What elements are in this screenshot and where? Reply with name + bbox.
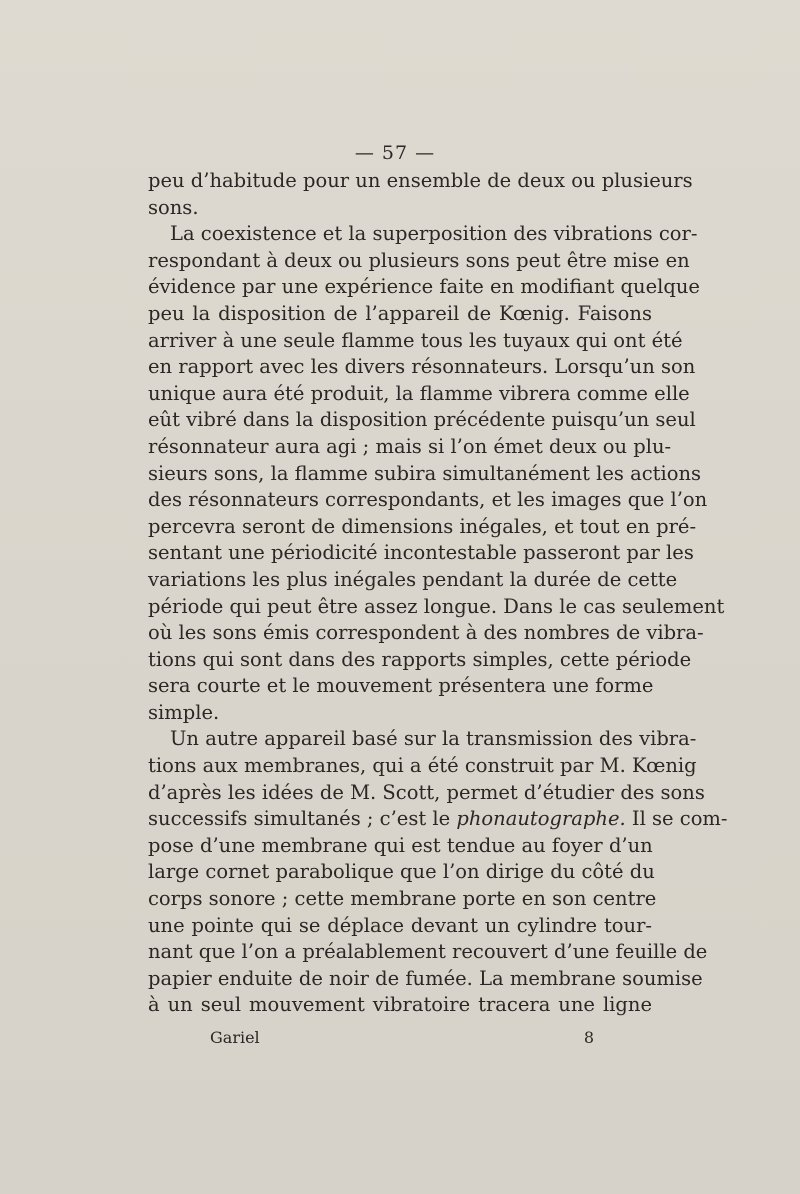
- text-line: d’après les idées de M. Scott, permet d’étudier des sons: [148, 780, 705, 804]
- text-line: évidence par une expérience faite en modifiant quelque: [148, 275, 700, 299]
- text-line: respondant à deux ou plusieurs sons peut être mise en: [148, 248, 690, 272]
- text-line: peu d’habitude pour un ensemble de deux ou plusieurs: [148, 169, 693, 192]
- text-line: large cornet parabolique que l’on dirige du côté du: [148, 860, 655, 884]
- text-line: où les sons émis correspondent à des nombres de vibra-: [148, 621, 704, 645]
- text-line: sieurs sons, la flamme subira simultanément les actions: [148, 461, 702, 485]
- text-line: arriver à une seule flamme tous les tuyaux qui ont été: [148, 328, 683, 352]
- text-line: Un autre appareil basé sur la transmission des vibra-: [170, 727, 697, 751]
- page-footer: [210, 1028, 594, 1047]
- text-line: période qui peut être assez longue. Dans le cas seulement: [148, 594, 725, 618]
- text-line: résonnateur aura agi ; mais si l’on émet deux ou plu-: [148, 434, 672, 458]
- text-segment: Il se com-: [625, 807, 728, 831]
- text-line: pose d’une membrane qui est tendue au foyer d’un: [148, 833, 653, 857]
- text-line: unique aura été produit, la flamme vibrera comme elle: [148, 381, 690, 405]
- footer-signature-mark: 8: [583, 1028, 594, 1047]
- text-line: percevra seront de dimensions inégales, et tout en pré-: [148, 514, 697, 538]
- text-line: simple.: [148, 700, 220, 724]
- text-line: variations les plus inégales pendant la durée de cette: [148, 567, 678, 591]
- body-text: [148, 168, 728, 1019]
- text-line: des résonnateurs correspondants, et les images que l’on: [148, 488, 708, 512]
- text-line: papier enduite de noir de fumée. La membrane soumise: [148, 966, 703, 990]
- text-line: peu la disposition de l’appareil de Kœnig. Faisons: [148, 301, 652, 325]
- text-segment: successifs simultanés ; c’est le: [148, 807, 457, 831]
- text-line: une pointe qui se déplace devant un cylindre tour-: [148, 913, 652, 937]
- text-line: sera courte et le mouvement présentera une forme: [148, 674, 654, 698]
- text-line: sons.: [148, 195, 199, 219]
- italic-term: phonautographe.: [456, 807, 626, 831]
- text-line: à un seul mouvement vibratoire tracera une ligne: [148, 993, 652, 1017]
- text-line: tions aux membranes, qui a été construit par M. Kœnig: [148, 754, 697, 778]
- text-line: [148, 806, 728, 833]
- page-number: — 57 —: [354, 142, 436, 164]
- text-line: tions qui sont dans des rapports simples, cette période: [148, 647, 692, 671]
- text-line: corps sonore ; cette membrane porte en son centre: [148, 887, 657, 911]
- text-line: La coexistence et la superposition des vibrations cor-: [170, 222, 698, 246]
- text-line: en rapport avec les divers résonnateurs. Lorsqu’un son: [148, 355, 696, 379]
- text-line: sentant une périodicité incontestable passeront par les: [148, 541, 694, 565]
- text-line: nant que l’on a préalablement recouvert d’une feuille de: [148, 940, 708, 964]
- footer-author: Gariel: [210, 1028, 260, 1047]
- text-line: eût vibré dans la disposition précédente puisqu’un seul: [148, 408, 696, 432]
